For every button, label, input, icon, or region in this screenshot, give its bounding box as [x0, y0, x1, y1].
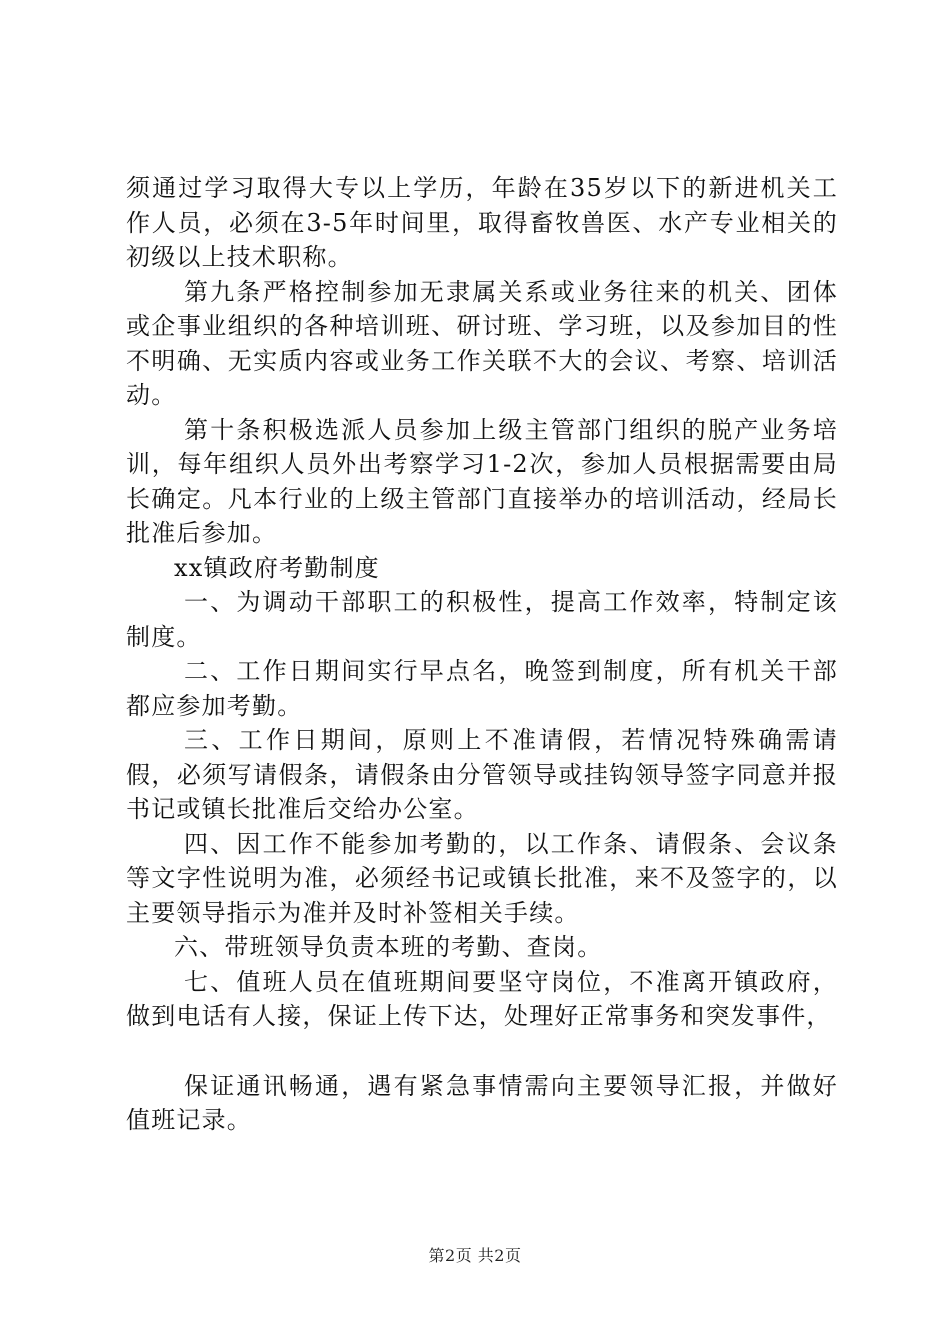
paragraph-item-2: 二、工作日期间实行早点名，晚签到制度，所有机关干部都应参加考勤。 — [126, 657, 838, 720]
paragraph-article-9: 第九条严格控制参加无隶属关系或业务往来的机关、团体或企事业组织的各种培训班、研讨班、学习班，以及参加目的性不明确、无实质内容或业务工作关联不大的会议、考察、培训活动。 — [126, 277, 838, 409]
paragraph-item-7-continued: 保证通讯畅通，遇有紧急事情需向主要领导汇报，并做好值班记录。 — [126, 1071, 838, 1134]
paragraph-continuation: 须通过学习取得大专以上学历，年龄在35岁以下的新进机关工作人员，必须在3-5年时间里，取得畜牧兽医、水产专业相关的初级以上技术职称。 — [126, 174, 838, 271]
paragraph-item-1: 一、为调动干部职工的积极性，提高工作效率，特制定该制度。 — [126, 588, 838, 651]
paragraph-item-3: 三、工作日期间，原则上不准请假，若情况特殊确需请假，必须写请假条，请假条由分管领导或挂钩领导签字同意并报书记或镇长批准后交给办公室。 — [126, 726, 838, 823]
paragraph-item-7: 七、值班人员在值班期间要坚守岗位，不准离开镇政府，做到电话有人接，保证上传下达，处理好正常事务和突发事件， — [126, 967, 838, 1030]
document-body — [126, 171, 838, 1138]
paragraph-item-4: 四、因工作不能参加考勤的，以工作条、请假条、会议条等文字性说明为准，必须经书记或镇长批准，来不及签字的，以主要领导指示为准并及时补签相关手续。 — [126, 829, 838, 927]
paragraph-article-10: 第十条积极选派人员参加上级主管部门组织的脱产业务培训，每年组织人员外出考察学习1-2次，参加人员根据需要由局长确定。凡本行业的上级主管部门直接举办的培训活动，经局长批准后参加。 — [126, 415, 838, 547]
page-number-footer: 第2页 共2页 — [428, 1246, 522, 1265]
section-heading: xx镇政府考勤制度 — [174, 553, 380, 582]
paragraph-item-6: 六、带班领导负责本班的考勤、查岗。 — [174, 933, 603, 961]
